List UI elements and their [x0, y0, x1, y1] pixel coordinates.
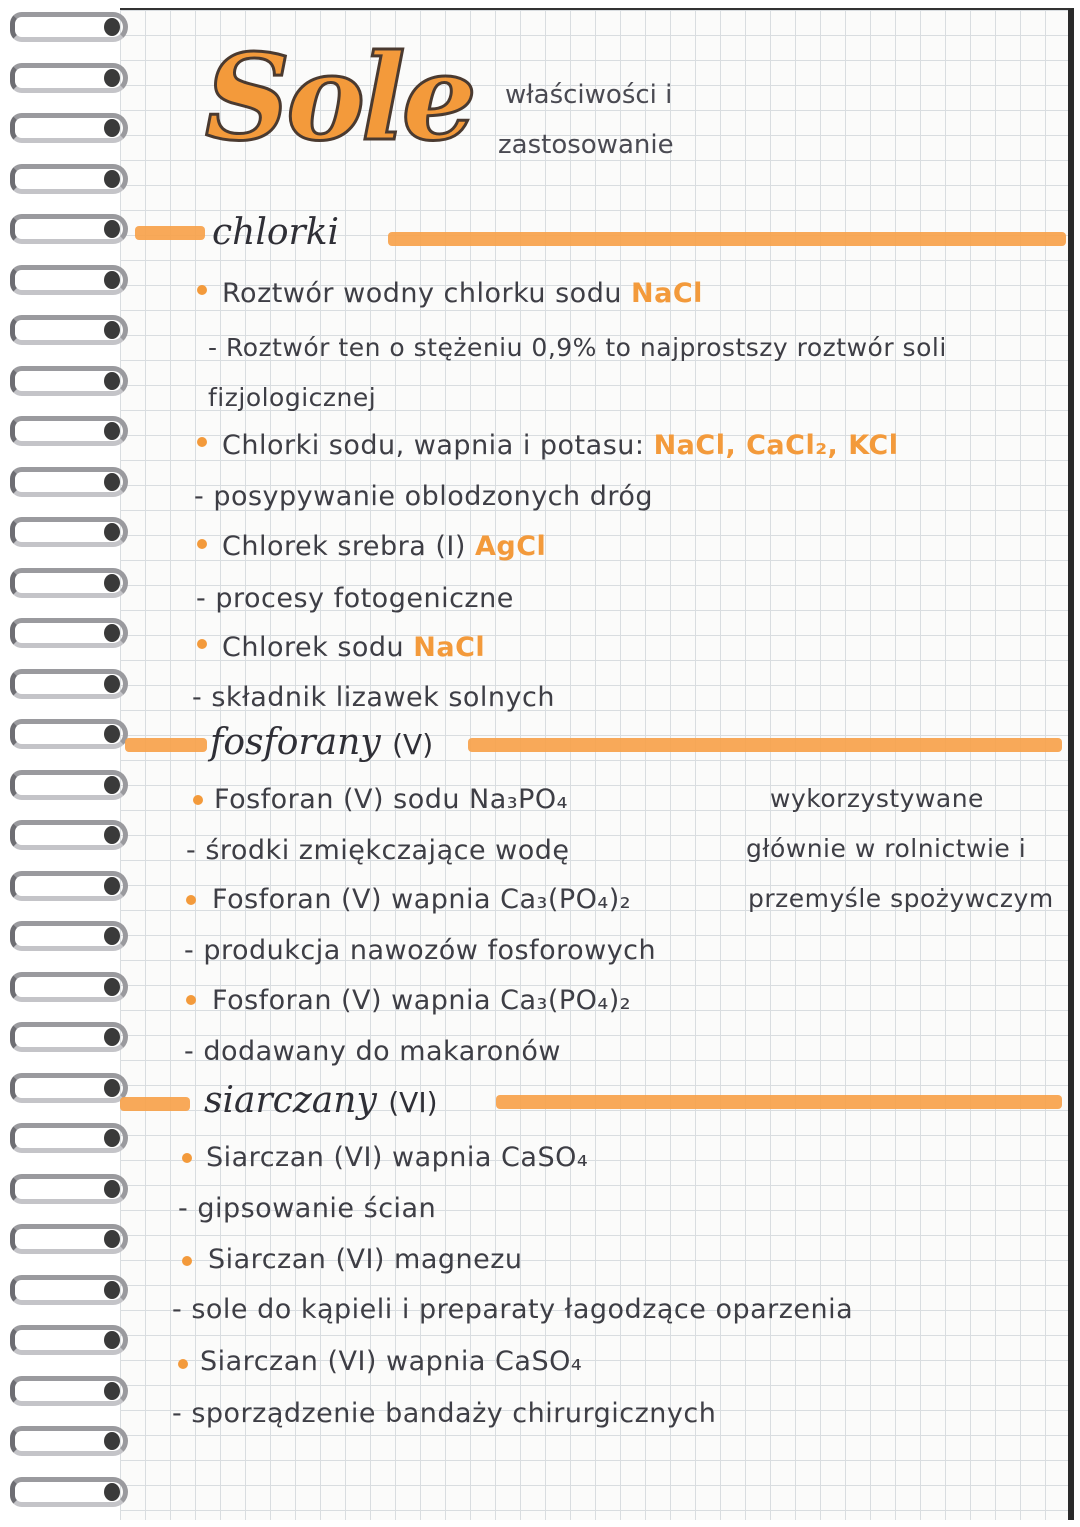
bullet-icon [186, 995, 196, 1005]
punch-hole [104, 877, 120, 895]
punch-hole [104, 1079, 120, 1097]
page-title: Sole [205, 28, 473, 167]
chemical-formula: NaCl, CaCl₂, KCl [653, 430, 899, 461]
bullet-icon [197, 639, 207, 649]
item-text: Chlorek sodu [222, 632, 405, 663]
punch-hole [104, 119, 120, 137]
list-item: - Roztwór ten o stężeniu 0,9% to najprostszy roztwór soli [208, 333, 947, 362]
punch-hole [104, 1180, 120, 1198]
bullet-icon [186, 895, 196, 905]
punch-hole [104, 523, 120, 541]
heading-suffix: (V) [392, 728, 434, 761]
list-item: - sole do kąpieli i preparaty łagodzące oparzenia [172, 1294, 854, 1325]
bullet-icon [182, 1153, 192, 1163]
punch-hole [104, 1483, 120, 1501]
list-item: - sporządzenie bandaży chirurgicznych [172, 1398, 717, 1429]
punch-hole [104, 826, 120, 844]
item-text: Roztwór wodny chlorku sodu [222, 278, 622, 309]
spiral-binding [0, 0, 130, 1527]
list-item: Fosforan (V) wapnia Ca₃(PO₄)₂ [212, 884, 632, 915]
chemical-formula: NaCl [631, 278, 703, 309]
list-item: - gipsowanie ścian [178, 1193, 437, 1224]
list-item: Fosforan (V) sodu Na₃PO₄ [214, 784, 568, 815]
heading-text: fosforany [210, 722, 381, 763]
bullet-icon [197, 539, 207, 549]
bullet-icon [197, 285, 207, 295]
punch-hole [104, 776, 120, 794]
list-item: - produkcja nawozów fosforowych [184, 935, 657, 966]
list-item: - środki zmiękczające wodę [186, 835, 570, 866]
chemical-formula: AgCl [475, 531, 547, 562]
side-note-line: wykorzystywane [770, 784, 984, 813]
punch-hole [104, 927, 120, 945]
punch-hole [104, 574, 120, 592]
bullet-icon [197, 437, 207, 447]
punch-hole [104, 321, 120, 339]
punch-hole [104, 372, 120, 390]
list-item: Siarczan (VI) wapnia CaSO₄ [200, 1346, 583, 1377]
punch-hole [104, 271, 120, 289]
punch-hole [104, 1129, 120, 1147]
punch-hole [104, 1281, 120, 1299]
list-item: - posypywanie oblodzonych dróg [194, 481, 654, 512]
subtitle-line-2: zastosowanie [498, 130, 674, 160]
highlight-bar [468, 738, 1062, 752]
list-item: Siarczan (VI) wapnia CaSO₄ [206, 1142, 589, 1173]
side-note-line: przemyśle spożywczym [748, 884, 1054, 913]
list-item [222, 632, 485, 663]
highlight-bar [135, 226, 205, 240]
punch-hole [104, 220, 120, 238]
section-heading-chlorki: chlorki [212, 212, 340, 253]
highlight-bar [388, 232, 1066, 246]
list-item: - składnik lizawek solnych [192, 682, 555, 713]
punch-hole [104, 1382, 120, 1400]
heading-suffix: (VI) [388, 1086, 438, 1119]
list-item: Fosforan (V) wapnia Ca₃(PO₄)₂ [212, 985, 632, 1016]
list-item: - dodawany do makaronów [184, 1036, 562, 1067]
list-item [222, 531, 546, 562]
punch-hole [104, 18, 120, 36]
section-heading-siarczany [204, 1080, 438, 1121]
list-item: fizjologicznej [208, 383, 377, 412]
highlight-bar [125, 738, 207, 752]
item-text: Chlorki sodu, wapnia i potasu: [222, 430, 645, 461]
list-item: Siarczan (VI) magnezu [208, 1244, 523, 1275]
highlight-bar [120, 1097, 190, 1111]
punch-hole [104, 170, 120, 188]
bullet-icon [178, 1359, 188, 1369]
punch-hole [104, 422, 120, 440]
punch-hole [104, 675, 120, 693]
list-item: - procesy fotogeniczne [196, 583, 514, 614]
subtitle-line-1: właściwości i [505, 80, 673, 110]
bullet-icon [193, 795, 203, 805]
list-item [222, 430, 898, 461]
item-text: Chlorek srebra (I) [222, 531, 466, 562]
punch-hole [104, 1331, 120, 1349]
punch-hole [104, 1230, 120, 1248]
section-heading-fosforany [210, 722, 433, 763]
punch-hole [104, 69, 120, 87]
punch-hole [104, 978, 120, 996]
list-item [222, 278, 703, 309]
punch-hole [104, 1432, 120, 1450]
bullet-icon [182, 1256, 192, 1266]
highlight-bar [496, 1095, 1062, 1109]
punch-hole [104, 473, 120, 491]
punch-hole [104, 1028, 120, 1046]
heading-text: siarczany [204, 1080, 377, 1121]
punch-hole [104, 725, 120, 743]
side-note-line: głównie w rolnictwie i [746, 834, 1027, 863]
chemical-formula: NaCl [413, 632, 486, 663]
punch-hole [104, 624, 120, 642]
